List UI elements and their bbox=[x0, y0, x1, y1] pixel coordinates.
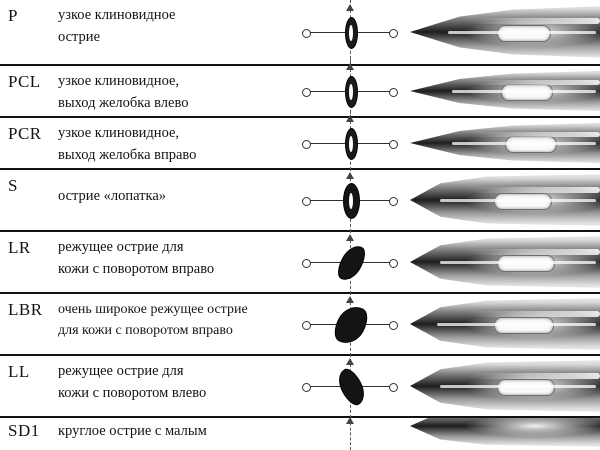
needle-groove bbox=[452, 90, 596, 93]
needle-highlight bbox=[467, 311, 600, 317]
needle-eye bbox=[494, 317, 554, 334]
needle-photo-cell bbox=[410, 294, 600, 354]
right-node-icon bbox=[389, 140, 398, 149]
needle-photo-cell bbox=[410, 118, 600, 168]
table-row bbox=[0, 118, 600, 170]
row-description-line: остриe «лопатка» bbox=[58, 188, 167, 204]
table-row bbox=[0, 232, 600, 294]
left-node-icon bbox=[302, 383, 311, 392]
row-description-line: узкое клиновидное, bbox=[58, 125, 180, 141]
needle-groove bbox=[440, 199, 596, 202]
table-row bbox=[0, 356, 600, 418]
row-code bbox=[0, 232, 58, 292]
left-node-icon bbox=[302, 197, 311, 206]
row-description-line: для кожи с поворотом вправо bbox=[58, 323, 233, 338]
needle-photo-cell bbox=[410, 418, 600, 450]
right-node-icon bbox=[389, 29, 398, 38]
table-row bbox=[0, 294, 600, 356]
left-node-icon bbox=[302, 140, 311, 149]
row-description-line: круглое остриe с малым bbox=[58, 423, 207, 439]
row-code-label: PCL bbox=[8, 72, 41, 91]
needle-highlight bbox=[467, 132, 600, 137]
cross-section-diagram bbox=[302, 174, 398, 226]
row-description-line: узкое клиновидное bbox=[58, 7, 176, 23]
table-row bbox=[0, 66, 600, 118]
needle-photo-cell bbox=[410, 232, 600, 292]
left-node-icon bbox=[302, 88, 311, 97]
cross-section-cell bbox=[290, 232, 410, 292]
point-shape-icon bbox=[343, 183, 360, 219]
table-row bbox=[0, 418, 600, 450]
arrow-up-icon bbox=[346, 172, 354, 179]
needle-image bbox=[410, 418, 600, 450]
row-code bbox=[0, 356, 58, 416]
needle-photo-cell bbox=[410, 356, 600, 416]
needle-highlight bbox=[467, 373, 600, 379]
needle-photo-cell bbox=[410, 66, 600, 116]
row-description-line: остриe bbox=[58, 28, 101, 45]
row-code bbox=[0, 0, 58, 64]
needle-groove bbox=[448, 31, 596, 34]
row-description bbox=[58, 66, 290, 116]
row-description bbox=[58, 294, 290, 354]
right-node-icon bbox=[389, 383, 398, 392]
right-node-icon bbox=[389, 88, 398, 97]
right-node-icon bbox=[389, 197, 398, 206]
row-description bbox=[58, 418, 290, 450]
arrow-up-icon bbox=[346, 115, 354, 122]
row-code bbox=[0, 118, 58, 168]
table-row bbox=[0, 0, 600, 66]
point-shape-icon bbox=[345, 128, 358, 160]
cross-section-cell bbox=[290, 66, 410, 116]
needle-eye bbox=[497, 25, 551, 42]
cross-section-cell bbox=[290, 356, 410, 416]
left-node-icon bbox=[302, 321, 311, 330]
needle-highlight bbox=[467, 80, 600, 85]
needle-photo-cell bbox=[410, 170, 600, 230]
row-code bbox=[0, 418, 58, 450]
row-code-label: P bbox=[8, 6, 18, 25]
needle-groove bbox=[437, 323, 597, 326]
row-description bbox=[58, 0, 290, 64]
cross-section-diagram bbox=[302, 236, 398, 288]
cross-section-cell bbox=[290, 294, 410, 354]
point-shape-icon bbox=[333, 241, 369, 284]
needle-groove bbox=[452, 142, 596, 145]
row-description-line: режущее остриe для bbox=[58, 363, 184, 379]
row-description bbox=[58, 170, 290, 230]
table-row bbox=[0, 170, 600, 232]
right-node-icon bbox=[389, 321, 398, 330]
left-node-icon bbox=[302, 259, 311, 268]
needle-eye bbox=[501, 84, 553, 101]
point-shape-icon bbox=[333, 365, 369, 408]
row-description-line: кожи с поворотом вправо bbox=[58, 260, 215, 277]
cross-section-diagram bbox=[302, 117, 398, 169]
arrow-up-icon bbox=[346, 4, 354, 11]
row-code-label: PCR bbox=[8, 124, 42, 143]
row-description-line: выход желобка вправо bbox=[58, 146, 197, 163]
row-description bbox=[58, 232, 290, 292]
cross-section-cell bbox=[290, 0, 410, 64]
needle-eye bbox=[494, 193, 552, 210]
needle-groove bbox=[440, 385, 596, 388]
needle-photo-cell bbox=[410, 0, 600, 64]
needle-eye bbox=[505, 136, 557, 153]
row-description-line: узкое клиновидное, bbox=[58, 73, 180, 89]
row-description-line: очень широкое режущее остриe bbox=[58, 302, 248, 317]
right-node-icon bbox=[389, 259, 398, 268]
needle-highlight bbox=[467, 187, 600, 193]
row-code-label: LL bbox=[8, 362, 30, 381]
arrow-up-icon bbox=[346, 296, 354, 303]
arrow-up-icon bbox=[346, 358, 354, 365]
row-description bbox=[58, 118, 290, 168]
row-description-line: кожи с поворотом влево bbox=[58, 384, 207, 401]
row-code bbox=[0, 294, 58, 354]
cross-section-cell bbox=[290, 418, 410, 450]
point-shape-icon bbox=[329, 301, 373, 349]
cross-section-diagram bbox=[302, 6, 398, 58]
row-code bbox=[0, 170, 58, 230]
row-description-line: режущее остриe для bbox=[58, 239, 184, 255]
left-node-icon bbox=[302, 29, 311, 38]
point-shape-icon bbox=[345, 17, 358, 49]
row-code-label: SD1 bbox=[8, 421, 40, 440]
needle-eye bbox=[497, 379, 555, 396]
arrow-up-icon bbox=[346, 63, 354, 70]
needle-highlight bbox=[467, 18, 600, 24]
cross-section-cell bbox=[290, 170, 410, 230]
needle-groove bbox=[440, 261, 596, 264]
needle-eye bbox=[497, 255, 555, 272]
row-code-label: LR bbox=[8, 238, 31, 257]
row-code-label: S bbox=[8, 176, 18, 195]
point-shape-icon bbox=[345, 76, 358, 108]
row-description-line: выход желобка влево bbox=[58, 94, 189, 111]
arrow-up-icon bbox=[346, 418, 354, 424]
row-code bbox=[0, 66, 58, 116]
cross-section-diagram bbox=[302, 65, 398, 117]
cross-section-diagram bbox=[302, 298, 398, 350]
cross-section-cell bbox=[290, 118, 410, 168]
row-description bbox=[58, 356, 290, 416]
needle-highlight bbox=[467, 249, 600, 255]
cross-section-diagram bbox=[302, 419, 398, 449]
arrow-up-icon bbox=[346, 234, 354, 241]
cross-section-diagram bbox=[302, 360, 398, 412]
row-code-label: LBR bbox=[8, 300, 43, 319]
